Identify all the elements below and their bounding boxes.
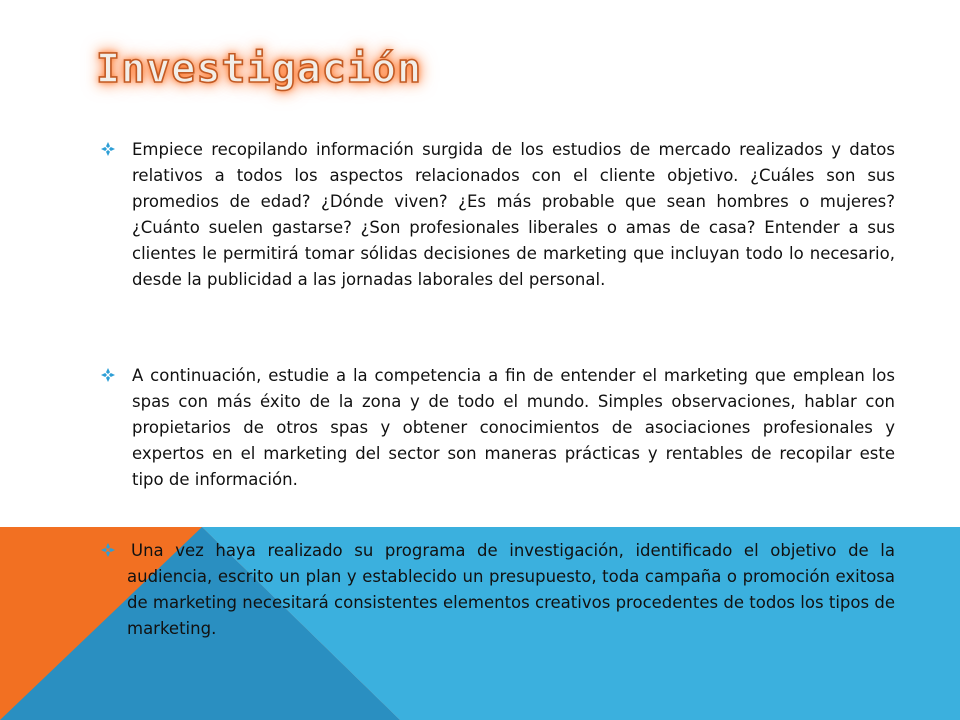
- diamond-bullet-icon: [101, 142, 115, 156]
- bullet-item: [101, 538, 897, 642]
- slide-title: Investigación: [96, 46, 423, 92]
- bullet-item: [101, 363, 897, 493]
- bullet-text: A continuación, estudie a la competencia a fin de entender el marketing que emplean los spas con más éxito de la zona y de todo el mundo. Simples observaciones, hablar con propietarios de otros spas y obtener conocimientos de asociaciones profesionales y expertos en el marketing del sector son maneras prácticas y rentables de recopilar este tipo de información.: [132, 366, 895, 489]
- diamond-bullet-icon: [101, 543, 115, 557]
- bullet-text: Una vez haya realizado su programa de investigación, identificado el objetivo de la audiencia, escrito un plan y establecido un presupuesto, toda campaña o promoción exitosa de marketing necesitará consistentes elementos creativos procedentes de todos los tipos de marketing.: [127, 541, 895, 638]
- bullet-text: Empiece recopilando información surgida de los estudios de mercado realizados y datos relativos a todos los aspectos relacionados con el cliente objetivo. ¿Cuáles son sus promedios de edad? ¿Dónde viven? ¿Es más probable que sean hombres o mujeres? ¿Cuánto suelen gastarse? ¿Son profesionales liberales o amas de casa? Entender a sus clientes le permitirá tomar sólidas decisiones de marketing que incluyan todo lo necesario, desde la publicidad a las jornadas laborales del personal.: [132, 140, 895, 289]
- diamond-bullet-icon: [101, 368, 115, 382]
- bullet-item: [101, 137, 897, 293]
